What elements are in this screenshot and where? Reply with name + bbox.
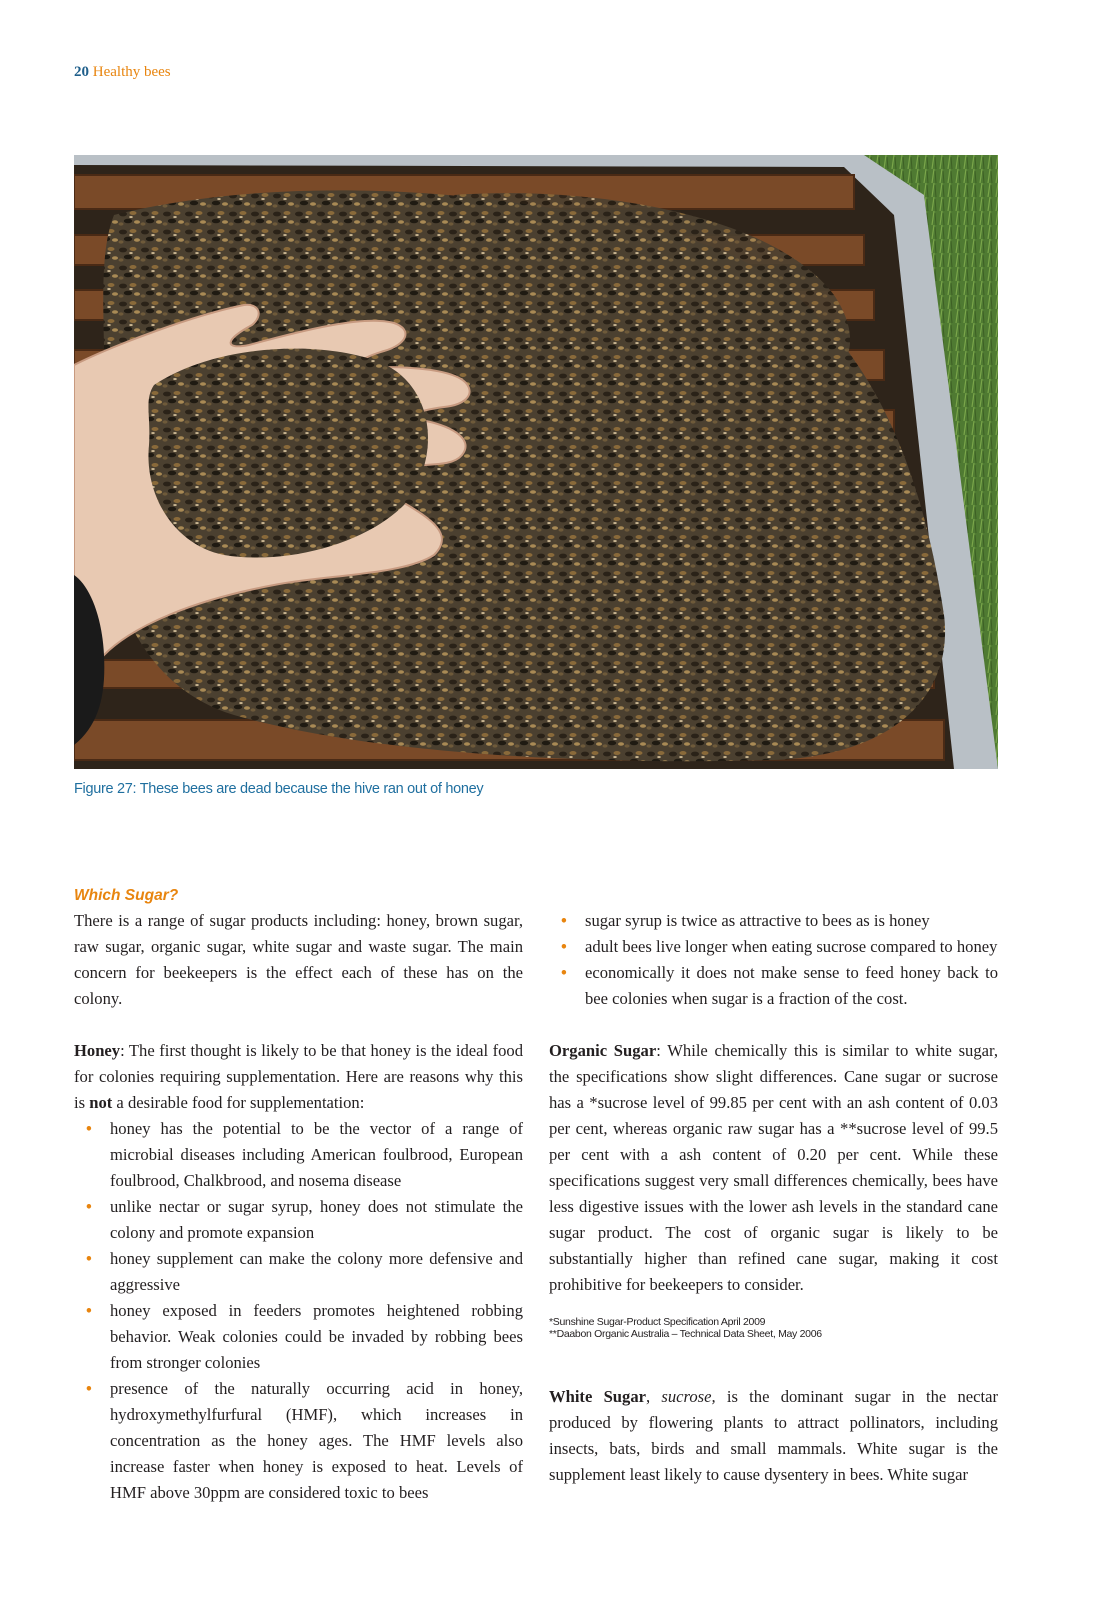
list-item: • presence of the naturally occurring acid in honey, hydroxymethylfurfural (HMF), which increases in concentration as the honey ages. The HMF levels also increase faster when honey is exposed to heat. Levels of HMF above 30ppm are considered toxic to bees [74,1376,523,1506]
list-item: • honey exposed in feeders promotes heightened robbing behavior. Weak colonies could be invaded by robbing bees from stronger colonies [74,1298,523,1376]
white-sugar-comma: , [645,1387,662,1406]
organic-sugar-paragraph [549,1038,998,1298]
intro-paragraph: There is a range of sugar products including: honey, brown sugar, raw sugar, organic sugar, white sugar and waste sugar. The main concern for beekeepers is the effect each of these has on the colony. [74,911,523,1008]
white-sugar-italic: sucrose, [661,1387,716,1406]
running-header [74,64,171,81]
left-column [74,884,523,1506]
right-column [549,908,998,1488]
white-sugar-lead: White Sugar [549,1387,646,1406]
footnote-sunshine-sugar: *Sunshine Sugar-Product Specification April 2009 [549,1316,766,1328]
list-item: • sugar syrup is twice as attractive to bees as is honey [549,908,998,934]
list-item: • honey has the potential to be the vector of a range of microbial diseases including American foulbrood, European foulbrood, Chalkbrood, and nosema disease [74,1116,523,1194]
list-item: • honey supplement can make the colony more defensive and aggressive [74,1246,523,1298]
list-item: • unlike nectar or sugar syrup, honey does not stimulate the colony and promote expansion [74,1194,523,1246]
honey-text-part-1: : The first thought is likely to be that honey is the ideal food for colonies requiring supplementation. Here are reasons why this is [74,1041,523,1112]
list-item: • adult bees live longer when eating sucrose compared to honey [549,934,998,960]
organic-sugar-text: : While chemically this is similar to white sugar, the specifications show slight differences. Cane sugar or sucrose has a *sucrose level of 99.85 per cent with an ash content of 0.03 per cent, whereas organic raw sugar has a **sucrose level of 99.5 per cent with a ash content of 0.20 per cent. While these specifications suggest very small differences chemically, bees have less digestive issues with the lower ash levels in the standard cane sugar product. The cost of organic sugar is likely to be substantially higher than refined cane sugar, making it cost prohibitive for beekeepers to consider. [549,1041,998,1294]
photo-illustration [74,155,998,769]
list-item: • economically it does not make sense to feed honey back to bee colonies when sugar is a fraction of the cost. [549,960,998,1012]
page-number: 20 [74,64,89,80]
organic-sugar-lead: Organic Sugar [549,1041,657,1060]
honey-reasons-list [74,1116,523,1506]
figure-caption: Figure 27: These bees are dead because the hive ran out of honey [74,781,484,797]
white-sugar-paragraph [549,1384,998,1488]
honey-lead: Honey [74,1041,121,1060]
honey-reasons-list-continued [549,908,998,1012]
section-title: Healthy bees [92,64,171,80]
photo-dead-bees-in-hive-icon [74,155,998,769]
honey-not-emphasis: not [89,1093,113,1112]
white-sugar-text: is the dominant sugar in the nectar produced by flowering plants to attract pollinators, including insects, bats, birds and small mammals. White sugar is the supplement least likely to cause dysentery in bees. White sugar [549,1387,999,1484]
honey-paragraph [74,1038,523,1116]
subheading-which-sugar: Which Sugar? [74,887,179,904]
honey-text-part-2: a desirable food for supplementation: [112,1093,365,1112]
footnote-daabon-organic: **Daabon Organic Australia – Technical Data Sheet, May 2006 [549,1328,822,1340]
